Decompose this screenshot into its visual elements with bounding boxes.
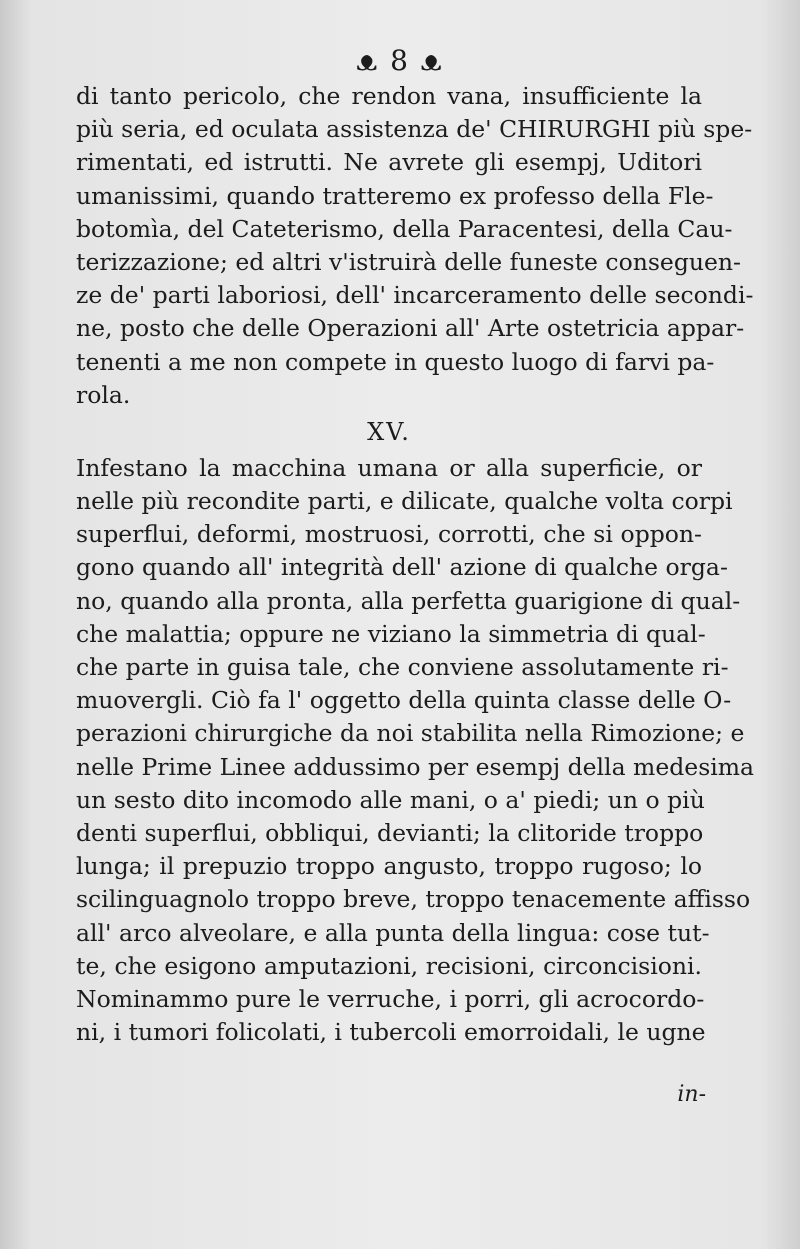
paragraph-1: [76, 80, 754, 412]
text-line: rimentati, ed istrutti. Ne avrete gli esempj, Uditori: [76, 148, 702, 177]
text-line: che malattia; oppure ne viziano la simmetria di qual-: [76, 619, 706, 648]
text-line: Infestano la macchina umana or alla superficie, or: [76, 453, 702, 482]
text-line: denti superflui, obbliqui, devianti; la clitoride troppo: [76, 818, 704, 847]
text-line: terizzazione; ed altri v'istruirà delle funeste conseguen-: [76, 247, 741, 276]
text-line: gono quando all' integrità dell' azione di qualche orga-: [76, 553, 728, 582]
text-line: ni, i tumori folicolati, i tubercoli emorroidali, le ugne: [76, 1018, 706, 1047]
text-line: no, quando alla pronta, alla perfetta guarigione di qual-: [76, 586, 741, 615]
text-line: superflui, deformi, mostruosi, corrotti, che si oppon-: [76, 520, 702, 549]
section-number: XV.: [367, 417, 411, 446]
text-line: più seria, ed oculata assistenza de' CHIRURGHI più spe-: [76, 115, 753, 144]
text-line: muovergli. Ciò fa l' oggetto della quinta classe delle O-: [76, 686, 732, 715]
body-text: [76, 80, 755, 1049]
text-line: all' arco alveolare, e alla punta della lingua: cose tut-: [76, 918, 710, 947]
paragraph-2: [76, 452, 755, 1049]
text-line: Nominammo pure le verruche, i porri, gli acrocordo-: [76, 984, 705, 1013]
text-line: un sesto dito incomodo alle mani, o a' piedi; un o più: [76, 785, 705, 814]
text-line: di tanto pericolo, che rendon vana, insufficiente la: [76, 82, 702, 110]
text-line: te, che esigono amputazioni, recisioni, circoncisioni.: [76, 951, 702, 980]
text-line: nelle più recondite parti, e dilicate, qualche volta corpi: [76, 487, 733, 516]
text-line: scilinguagnolo troppo breve, troppo tenacemente affisso: [76, 885, 751, 914]
text-line: tenenti a me non compete in questo luogo di farvi pa-: [76, 347, 715, 376]
text-line: umanissimi, quando tratteremo ex professo della Fle-: [76, 181, 714, 210]
page-number-header: ᴥ 8 ᴥ: [356, 44, 444, 77]
text-line: che parte in guisa tale, che conviene assolutamente ri-: [76, 653, 729, 681]
text-line: botomìa, del Cateterismo, della Paracentesi, della Cau-: [76, 214, 733, 243]
text-line: perazioni chirurgiche da noi stabilita nella Rimozione; e: [76, 719, 745, 748]
catchword: in-: [677, 1082, 706, 1107]
text-line: lunga; il prepuzio troppo angusto, troppo rugoso; lo: [76, 852, 702, 881]
text-line: ze de' parti laboriosi, dell' incarceramento delle secondi-: [76, 281, 754, 310]
text-line: ne, posto che delle Operazioni all' Arte ostetricia appar-: [76, 314, 745, 343]
text-line: rola.: [76, 380, 131, 409]
text-line: nelle Prime Linee addussimo per esempj della medesima: [76, 752, 755, 781]
